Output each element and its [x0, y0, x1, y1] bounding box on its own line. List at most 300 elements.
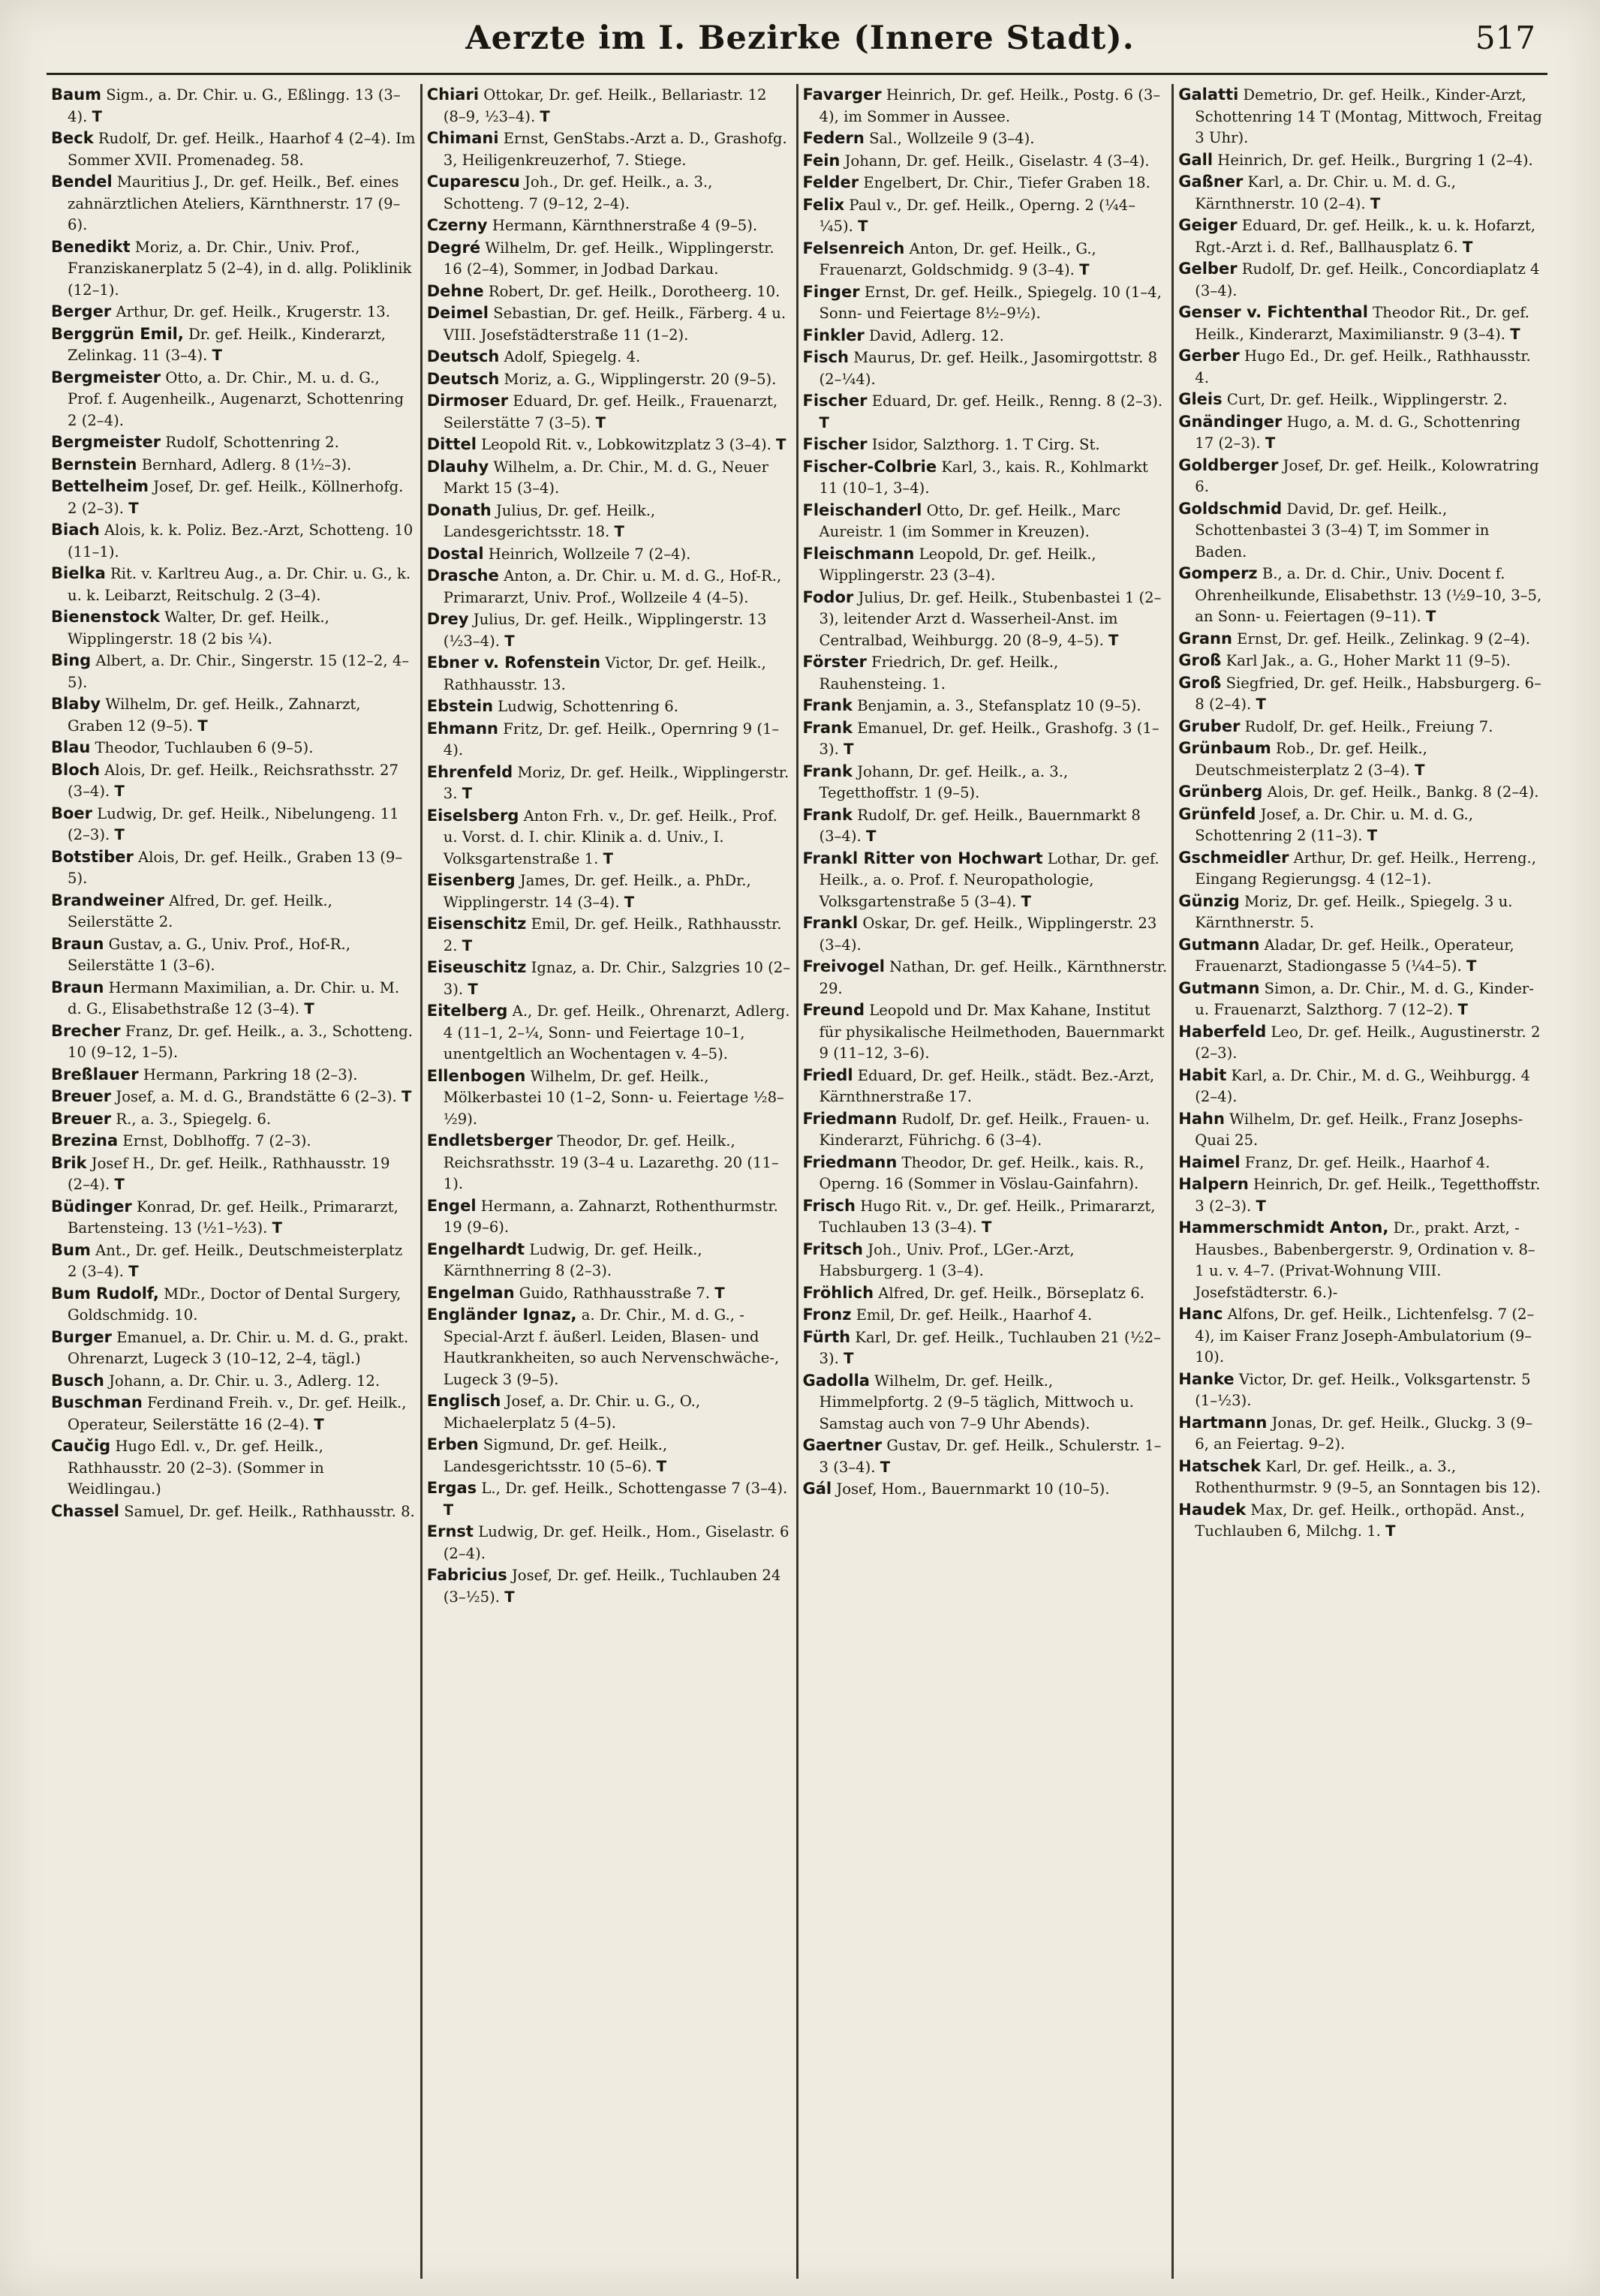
entry-name: Engel — [426, 1196, 477, 1215]
directory-entry — [51, 933, 416, 977]
entry-details: Joh., Dr. gef. Heilk., a. 3., Schotteng. 7 (9–12, 2–4). — [443, 173, 713, 212]
entry-details: Karl, Dr. gef. Heilk., a. 3., Rothenthurmstr. 9 (9–5, an Sonntagen bis 12). — [1195, 1457, 1541, 1496]
directory-entry — [427, 1282, 792, 1305]
directory-entry — [803, 1065, 1168, 1108]
column-1 — [47, 84, 420, 2279]
entry-name: Fleischmann — [802, 544, 915, 563]
entry-name: Fürth — [802, 1327, 851, 1346]
entry-details: Hermann, Kärnthnerstraße 4 (9–5). — [492, 217, 758, 234]
directory-entry — [1178, 1108, 1543, 1152]
entry-name: Buschman — [51, 1393, 143, 1411]
telephone-mark: T — [128, 1263, 139, 1280]
directory-entry — [1178, 149, 1543, 172]
entry-name: Ebstein — [426, 697, 494, 715]
entry-name: Biach — [51, 521, 100, 539]
entry-name: Gadolla — [802, 1371, 870, 1390]
directory-entry — [427, 870, 792, 913]
directory-entry — [1178, 411, 1543, 455]
directory-entry — [427, 1434, 792, 1477]
entry-details: Ludwig, Schottenring 6. — [498, 698, 678, 715]
entry-details: Dr. gef. Heilk., Kinderarzt, Zelinkag. 11 (3–4). — [68, 325, 386, 364]
entry-name: Chimani — [426, 129, 499, 147]
entry-name: Fein — [802, 151, 841, 170]
entry-details: Mauritius J., Dr. gef. Heilk., Bef. eines zahnärztlichen Ateliers, Kärnthnerstr. 17 (9–6). — [68, 173, 401, 233]
telephone-mark: T — [443, 1501, 454, 1519]
directory-entry — [803, 500, 1168, 543]
entry-details: A., Dr. gef. Heilk., Ohrenarzt, Adlerg. 4 (11–1, 2–¼, Sonn- und Feiertage 10–1, unentgeltlich an Wochentagen v. 4–5). — [443, 1002, 790, 1062]
directory-entry — [803, 84, 1168, 128]
entry-details: Ant., Dr. gef. Heilk., Deutschmeisterplatz 2 (3–4). — [68, 1241, 403, 1280]
entry-details: Sal., Wollzeile 9 (3–4). — [869, 130, 1035, 147]
directory-entry — [1178, 1065, 1543, 1108]
telephone-mark: T — [981, 1219, 992, 1236]
entry-name: Freivogel — [802, 957, 885, 975]
entry-details: Julius, Dr. gef. Heilk., Landesgerichtsstr. 18. — [443, 501, 656, 540]
entry-details: Demetrio, Dr. gef. Heilk., Kinder-Arzt, Schottenring 14 T (Montag, Mittwoch, Freitag 3 Uhr). — [1195, 86, 1542, 146]
entry-details: Sigmund, Dr. gef. Heilk., Landesgerichtsstr. 10 (5–6). — [443, 1436, 668, 1475]
directory-entry — [51, 1153, 416, 1196]
entry-name: Goldberger — [1178, 455, 1279, 474]
directory-entry — [803, 1478, 1168, 1501]
directory-entry — [803, 761, 1168, 804]
entry-details: B., a. Dr. d. Chir., Univ. Docent f. Ohrenheilkunde, Elisabethstr. 13 (½9–10, 3–5, an Sonn- u. Feiertagen (9–11). — [1195, 565, 1542, 625]
entry-name: Deutsch — [426, 369, 500, 388]
entry-name: Bernstein — [51, 455, 137, 473]
entry-name: Grünberg — [1178, 783, 1263, 801]
directory-entry — [1178, 1152, 1543, 1174]
directory-entry — [51, 977, 416, 1020]
entry-details: R., a. 3., Spiegelg. 6. — [116, 1110, 272, 1128]
directory-entry — [803, 325, 1168, 347]
entry-name: Hanc — [1178, 1305, 1223, 1323]
telephone-mark: T — [114, 1176, 125, 1193]
directory-entry — [51, 367, 416, 432]
directory-entry — [803, 456, 1168, 500]
entry-details: Theodor Rit., Dr. gef. Heilk., Kinderarzt, Maximilianstr. 9 (3–4). — [1195, 304, 1530, 343]
entry-name: Beck — [51, 129, 94, 147]
entry-details: Walter, Dr. gef. Heilk., Wipplingerstr. 18 (2 bis ¼). — [68, 609, 329, 648]
directory-entry — [1178, 891, 1543, 934]
entry-details: Heinrich, Dr. gef. Heilk., Postg. 6 (3–4), im Sommer in Aussee. — [819, 86, 1161, 125]
directory-entry — [427, 1065, 792, 1131]
entry-name: Eisenschitz — [426, 915, 527, 933]
telephone-mark: T — [1462, 238, 1473, 256]
telephone-mark: T — [714, 1284, 725, 1302]
directory-entry — [427, 1000, 792, 1065]
entry-name: Hatschek — [1178, 1456, 1262, 1475]
entry-name: Breuer — [51, 1109, 112, 1128]
entry-name: Gál — [802, 1480, 832, 1498]
entry-details: Franz, Dr. gef. Heilk., Haarhof 4. — [1244, 1153, 1490, 1171]
entry-name: Gaertner — [802, 1436, 883, 1454]
entry-details: Julius, Dr. gef. Heilk., Wipplingerstr. 13 (½3–4). — [443, 611, 767, 650]
entry-name: Breßlauer — [51, 1065, 139, 1083]
directory-entry — [427, 84, 792, 128]
entry-name: Günzig — [1178, 891, 1240, 910]
entry-details: Anton, a. Dr. Chir. u. M. d. G., Hof-R., Primararzt, Univ. Prof., Wollzeile 4 (4–5). — [443, 567, 782, 606]
entry-name: Baum — [51, 86, 102, 104]
entry-details: Hugo Ed., Dr. gef. Heilk., Rathhausstr. 4. — [1195, 347, 1531, 386]
entry-name: Frank — [802, 805, 853, 824]
directory-entry — [803, 543, 1168, 587]
telephone-mark: T — [1256, 1197, 1266, 1215]
entry-name: Bendel — [51, 173, 113, 191]
entry-name: Hanke — [1178, 1369, 1235, 1388]
entry-name: Fritsch — [802, 1240, 863, 1258]
entry-name: Gall — [1178, 150, 1214, 169]
entry-details: Moriz, Dr. gef. Heilk., Spiegelg. 3 u. Kärnthnerstr. 5. — [1195, 892, 1513, 931]
entry-name: Fleischanderl — [802, 500, 922, 519]
directory-entry — [427, 171, 792, 215]
entry-details: Rit. v. Karltreu Aug., a. Dr. Chir. u. G., k. u. k. Leibarzt, Reitschulg. 2 (3–4). — [68, 565, 411, 604]
directory-entry — [427, 652, 792, 696]
telephone-mark: T — [401, 1088, 412, 1105]
directory-entry — [427, 1390, 792, 1434]
telephone-mark: T — [1265, 434, 1276, 452]
directory-entry — [51, 803, 416, 846]
entry-name: Habit — [1178, 1065, 1227, 1084]
entry-name: Berger — [51, 302, 112, 320]
entry-name: Büdinger — [51, 1197, 132, 1216]
directory-entry — [1178, 1021, 1543, 1065]
entry-details: Wilhelm, Dr. gef. Heilk., Zahnarzt, Graben 12 (9–5). — [68, 696, 361, 735]
entry-name: Eisenberg — [426, 871, 516, 889]
entry-details: Alfons, Dr. gef. Heilk., Lichtenfelsg. 7 (2–4), im Kaiser Franz Joseph-Ambulatorium (9–10). — [1195, 1306, 1535, 1366]
entry-name: Burger — [51, 1327, 112, 1346]
directory-entry — [427, 1304, 792, 1390]
entry-details: Hermann, Parkring 18 (2–3). — [143, 1065, 358, 1083]
entry-name: Fischer — [802, 392, 868, 410]
entry-details: Josef, Dr. gef. Heilk., Köllnerhofg. 2 (2–3). — [68, 478, 404, 517]
entry-details: Guido, Rathhausstraße 7. — [519, 1284, 711, 1302]
entry-name: Dirmoser — [426, 392, 509, 410]
directory-entry — [803, 238, 1168, 281]
entry-name: Bettelheim — [51, 477, 149, 495]
entry-details: Moriz, Dr. gef. Heilk., Wipplingerstr. 3. — [443, 763, 789, 802]
directory-entry — [1178, 1412, 1543, 1456]
telephone-mark: T — [1367, 827, 1378, 844]
entry-name: Genser v. Fichtenthal — [1178, 303, 1368, 321]
telephone-mark: T — [504, 1588, 515, 1606]
entry-details: Siegfried, Dr. gef. Heilk., Habsburgerg. 6–8 (2–4). — [1195, 674, 1541, 713]
telephone-mark: T — [314, 1415, 324, 1433]
directory-entry — [1178, 1499, 1543, 1543]
directory-entry — [1178, 498, 1543, 563]
column-4 — [1174, 84, 1547, 2279]
directory-entry — [51, 1283, 416, 1327]
entry-details: Nathan, Dr. gef. Heilk., Kärnthnerstr. 29. — [819, 958, 1168, 997]
entry-name: Czerny — [426, 216, 488, 234]
entry-details: Bernhard, Adlerg. 8 (1½–3). — [141, 455, 352, 473]
entry-name: Förster — [802, 653, 867, 671]
entry-name: Dittel — [426, 435, 477, 453]
entry-name: Bienenstock — [51, 608, 160, 626]
columns — [47, 84, 1547, 2279]
entry-name: Fröhlich — [802, 1283, 874, 1302]
entry-details: Hermann, a. Zahnarzt, Rothenthurmstr. 19 (9–6). — [443, 1197, 778, 1236]
telephone-mark: T — [504, 632, 515, 650]
directory-entry — [427, 128, 792, 171]
entry-details: Jonas, Dr. gef. Heilk., Gluckg. 3 (9–6, an Feiertag. 9–2). — [1195, 1414, 1533, 1453]
telephone-mark: T — [1457, 1001, 1468, 1018]
entry-details: Isidor, Salzthorg. 1. T Cirg. St. — [871, 436, 1100, 453]
directory-entry — [803, 281, 1168, 325]
entry-details: Wilhelm, Dr. gef. Heilk., Mölkerbastei 10 (1–2, Sonn- u. Feiertage ½8–½9). — [443, 1067, 784, 1128]
directory-entry — [427, 1477, 792, 1521]
directory-entry — [427, 1130, 792, 1195]
directory-entry — [803, 1435, 1168, 1478]
entry-name: Grünfeld — [1178, 804, 1256, 823]
entry-details: Sebastian, Dr. gef. Heilk., Färberg. 4 u. VIII. Josefstädterstraße 11 (1–2). — [443, 305, 786, 344]
entry-details: Wilhelm, Dr. gef. Heilk., Himmelpfortg. 2 (9–5 täglich, Mittwoch u. Samstag auch von 7–9 Uhr Abends). — [819, 1372, 1134, 1432]
entry-name: Berggrün Emil, — [51, 324, 184, 343]
directory-entry — [427, 1564, 792, 1608]
entry-details: Wilhelm, Dr. gef. Heilk., Franz Josephs-Quai 25. — [1195, 1110, 1523, 1149]
entry-name: Frankl — [802, 914, 859, 932]
entry-name: Gomperz — [1178, 564, 1258, 582]
entry-name: Fabricius — [426, 1566, 507, 1584]
directory-entry — [1178, 716, 1543, 738]
entry-name: Ehmann — [426, 719, 498, 738]
entry-details: David, Dr. gef. Heilk., Schottenbastei 3 (3–4) T, im Sommer in Baden. — [1195, 500, 1490, 560]
telephone-mark: T — [197, 717, 208, 735]
entry-details: Sigm., a. Dr. Chir. u. G., Eßlingg. 13 (3–4). — [68, 86, 401, 125]
entry-details: Leopold Rit. v., Lobkowitzplatz 3 (3–4). — [481, 436, 771, 453]
directory-entry — [51, 563, 416, 606]
directory-entry — [51, 1370, 416, 1393]
entry-details: Josef, a. Dr. Chir. u. M. d. G., Schottenring 2 (11–3). — [1195, 805, 1473, 844]
entry-details: Alois, k. k. Poliz. Bez.-Arzt, Schotteng. 10 (11–1). — [68, 521, 414, 560]
entry-details: Karl, 3., kais. R., Kohlmarkt 11 (10–1, 3–4). — [819, 458, 1148, 497]
directory-entry — [51, 476, 416, 519]
directory-entry — [51, 650, 416, 693]
directory-entry — [1178, 1303, 1543, 1369]
entry-details: Curt, Dr. gef. Heilk., Wipplingerstr. 2. — [1226, 391, 1508, 408]
entry-details: Albert, a. Dr. Chir., Singerstr. 15 (12–2, 4–5). — [68, 652, 410, 691]
entry-name: Goldschmid — [1178, 499, 1283, 518]
directory-entry — [51, 737, 416, 759]
telephone-mark: T — [128, 499, 139, 517]
directory-entry — [427, 609, 792, 652]
entry-name: Caučig — [51, 1437, 111, 1455]
directory-entry — [803, 651, 1168, 695]
directory-entry — [427, 390, 792, 434]
entry-name: Engländer Ignaz, — [426, 1306, 577, 1324]
entry-details: Karl, a. Dr. Chir., M. d. G., Weihburgg. 4 (2–4). — [1195, 1066, 1530, 1105]
directory-entry — [1178, 84, 1543, 149]
entry-details: Dr., prakt. Arzt, -Hausbes., Babenbergerstr. 9, Ordination v. 8–1 u. v. 4–7. (Privat-Wohnung VIII. Josefstädterstr. 6.)- — [1195, 1219, 1535, 1301]
entry-name: Fischer — [802, 435, 868, 453]
directory-entry — [1178, 978, 1543, 1021]
entry-name: Frankl Ritter von Hochwart — [802, 849, 1043, 867]
entry-name: Brecher — [51, 1021, 121, 1040]
telephone-mark: T — [212, 347, 222, 364]
telephone-mark: T — [1021, 892, 1031, 910]
entry-details: Ludwig, Dr. gef. Heilk., Kärnthnerring 8 (2–3). — [443, 1240, 702, 1279]
entry-name: Felix — [802, 195, 845, 214]
directory-entry — [51, 1501, 416, 1523]
directory-entry — [427, 696, 792, 718]
entry-details: Lothar, Dr. gef. Heilk., a. o. Prof. f. Neuropathologie, Volksgartenstraße 5 (3–4). — [819, 849, 1159, 910]
directory-entry — [1178, 628, 1543, 651]
directory-entry — [51, 1108, 416, 1131]
entry-details: Emil, Dr. gef. Heilk., Haarhof 4. — [856, 1306, 1093, 1324]
directory-entry — [803, 848, 1168, 913]
directory-entry — [51, 519, 416, 563]
entry-name: Felder — [802, 173, 859, 191]
entry-name: Boer — [51, 804, 93, 822]
entry-details: Alfred, Dr. gef. Heilk., Seilerstätte 2. — [68, 891, 332, 930]
telephone-mark: T — [462, 785, 473, 802]
telephone-mark: T — [304, 1000, 314, 1017]
entry-details: Heinrich, Dr. gef. Heilk., Burgring 1 (2–4). — [1217, 151, 1533, 169]
directory-entry — [51, 606, 416, 650]
directory-entry — [1178, 847, 1543, 891]
entry-name: Benedikt — [51, 237, 131, 256]
entry-details: Leopold und Dr. Max Kahane, Institut für physikalische Heilmethoden, Bauernmarkt 9 (11–12, 3–6). — [819, 1002, 1165, 1062]
telephone-mark: T — [624, 893, 635, 911]
entry-details: Victor, Dr. gef. Heilk., Rathhausstr. 13. — [443, 654, 766, 693]
directory-entry — [427, 346, 792, 368]
entry-name: Finkler — [802, 326, 865, 344]
directory-entry — [427, 762, 792, 805]
directory-entry — [427, 456, 792, 500]
entry-name: Friedmann — [802, 1153, 898, 1171]
directory-entry — [51, 1196, 416, 1240]
entry-details: Eduard, Dr. gef. Heilk., Frauenarzt, Seilerstätte 7 (3–5). — [443, 392, 778, 431]
entry-name: Bergmeister — [51, 433, 161, 451]
entry-name: Englisch — [426, 1392, 501, 1410]
entry-details: Ernst, GenStabs.-Arzt a. D., Grashofg. 3, Heiligenkreuzerhof, 7. Stiege. — [443, 130, 787, 169]
directory-entry — [1178, 1174, 1543, 1217]
directory-entry — [803, 434, 1168, 456]
directory-entry — [803, 804, 1168, 848]
entry-name: Frank — [802, 696, 853, 714]
telephone-mark: T — [656, 1457, 667, 1475]
entry-name: Dehne — [426, 281, 484, 300]
entry-details: Engelbert, Dr. Chir., Tiefer Graben 18. — [863, 174, 1150, 191]
directory-entry — [1178, 455, 1543, 498]
entry-details: Emanuel, Dr. gef. Heilk., Grashofg. 3 (1–3). — [819, 719, 1159, 758]
telephone-mark: T — [540, 107, 550, 125]
entry-details: Ottokar, Dr. gef. Heilk., Bellariastr. 12 (8–9, ½3–4). — [443, 86, 767, 125]
directory-entry — [51, 1392, 416, 1435]
telephone-mark: T — [614, 523, 624, 540]
directory-entry — [427, 805, 792, 870]
telephone-mark: T — [468, 980, 478, 998]
entry-details: Arthur, Dr. gef. Heilk., Krugerstr. 13. — [116, 303, 390, 320]
entry-details: Josef, Dr. gef. Heilk., Kolowratring 6. — [1195, 456, 1539, 495]
directory-entry — [1178, 563, 1543, 628]
entry-name: Frank — [802, 718, 853, 737]
directory-entry — [803, 695, 1168, 717]
directory-entry — [427, 281, 792, 303]
entry-details: Joh., Univ. Prof., LGer.-Arzt, Habsburgerg. 1 (3–4). — [819, 1240, 1075, 1279]
telephone-mark: T — [1426, 608, 1436, 625]
directory-entry — [427, 913, 792, 957]
page-number: 517 — [1475, 20, 1535, 56]
entry-name: Chiari — [426, 86, 480, 104]
entry-details: Otto, Dr. gef. Heilk., Marc Aureistr. 1 (im Sommer in Kreuzen). — [819, 501, 1121, 540]
entry-name: Groß — [1178, 673, 1222, 692]
header-rule — [47, 73, 1547, 75]
entry-details: Alois, Dr. gef. Heilk., Reichsrathsstr. 27 (3–4). — [68, 761, 398, 800]
entry-details: David, Adlerg. 12. — [869, 326, 1004, 344]
entry-name: Ehrenfeld — [426, 762, 513, 781]
entry-name: Dlauhy — [426, 457, 489, 476]
entry-details: Samuel, Dr. gef. Heilk., Rathhausstr. 8. — [124, 1502, 415, 1520]
telephone-mark: T — [865, 828, 877, 845]
telephone-mark: T — [1370, 194, 1381, 212]
column-3 — [798, 84, 1172, 2279]
entry-name: Felsenreich — [802, 239, 905, 257]
entry-name: Cuparescu — [426, 173, 520, 191]
telephone-mark: T — [595, 413, 606, 431]
directory-entry — [803, 172, 1168, 194]
entry-name: Eiseuschitz — [426, 958, 527, 976]
entry-name: Erben — [426, 1435, 479, 1453]
entry-details: Gustav, Dr. gef. Heilk., Schulerstr. 1–3 (3–4). — [819, 1437, 1162, 1476]
entry-name: Ernst — [426, 1522, 474, 1540]
entry-name: Eitelberg — [426, 1002, 508, 1020]
entry-name: Bing — [51, 651, 92, 669]
entry-name: Braun — [51, 978, 104, 996]
entry-details: Emil, Dr. gef. Heilk., Rathhausstr. 2. — [443, 915, 782, 954]
entry-name: Haudek — [1178, 1500, 1247, 1519]
directory-entry — [427, 1521, 792, 1564]
telephone-mark: T — [603, 849, 613, 867]
entry-name: Fronz — [802, 1306, 852, 1324]
directory-entry — [427, 302, 792, 346]
entry-name: Haimel — [1178, 1153, 1241, 1171]
directory-entry — [1178, 215, 1543, 258]
directory-entry — [427, 1239, 792, 1282]
telephone-mark: T — [844, 741, 854, 758]
directory-entry — [803, 1108, 1168, 1152]
telephone-mark: T — [1415, 761, 1425, 779]
entry-details: Friedrich, Dr. gef. Heilk., Rauhensteing. 1. — [819, 654, 1059, 693]
entry-name: Gerber — [1178, 347, 1240, 365]
entry-name: Drasche — [426, 566, 499, 585]
directory-entry — [51, 1435, 416, 1501]
directory-entry — [803, 956, 1168, 999]
entry-name: Breuer — [51, 1087, 112, 1105]
entry-name: Gaßner — [1178, 173, 1244, 191]
entry-details: Simon, a. Dr. Chir., M. d. G., Kinder- u. Frauenarzt, Salzthorg. 7 (12–2). — [1195, 979, 1534, 1018]
directory-entry — [803, 587, 1168, 652]
entry-details: Fritz, Dr. gef. Heilk., Opernring 9 (1–4). — [443, 720, 780, 759]
directory-entry — [803, 1195, 1168, 1239]
directory-entry — [51, 84, 416, 128]
entry-name: Bum — [51, 1240, 91, 1259]
entry-details: L., Dr. gef. Heilk., Schottengasse 7 (3–4). — [481, 1480, 788, 1497]
entry-name: Fisch — [802, 348, 849, 366]
entry-name: Grann — [1178, 629, 1232, 648]
telephone-mark: T — [1108, 631, 1119, 649]
directory-entry — [51, 1064, 416, 1086]
directory-entry — [803, 128, 1168, 150]
entry-details: Leo, Dr. gef. Heilk., Augustinerstr. 2 (2–3). — [1195, 1023, 1541, 1062]
page-header — [0, 20, 1600, 69]
entry-details: Konrad, Dr. gef. Heilk., Primararzt, Bartensteing. 13 (½1–½3). — [68, 1198, 398, 1237]
entry-details: Rudolf, Dr. gef. Heilk., Frauen- u. Kinderarzt, Führichg. 6 (3–4). — [819, 1110, 1150, 1149]
telephone-mark: T — [92, 107, 102, 125]
entry-details: Eduard, Dr. gef. Heilk., Renng. 8 (2–3). — [871, 392, 1163, 410]
entry-details: Alois, Dr. gef. Heilk., Graben 13 (9–5). — [68, 848, 403, 887]
entry-name: Brandweiner — [51, 891, 164, 909]
entry-name: Haberfeld — [1178, 1022, 1267, 1041]
directory-entry — [1178, 345, 1543, 389]
